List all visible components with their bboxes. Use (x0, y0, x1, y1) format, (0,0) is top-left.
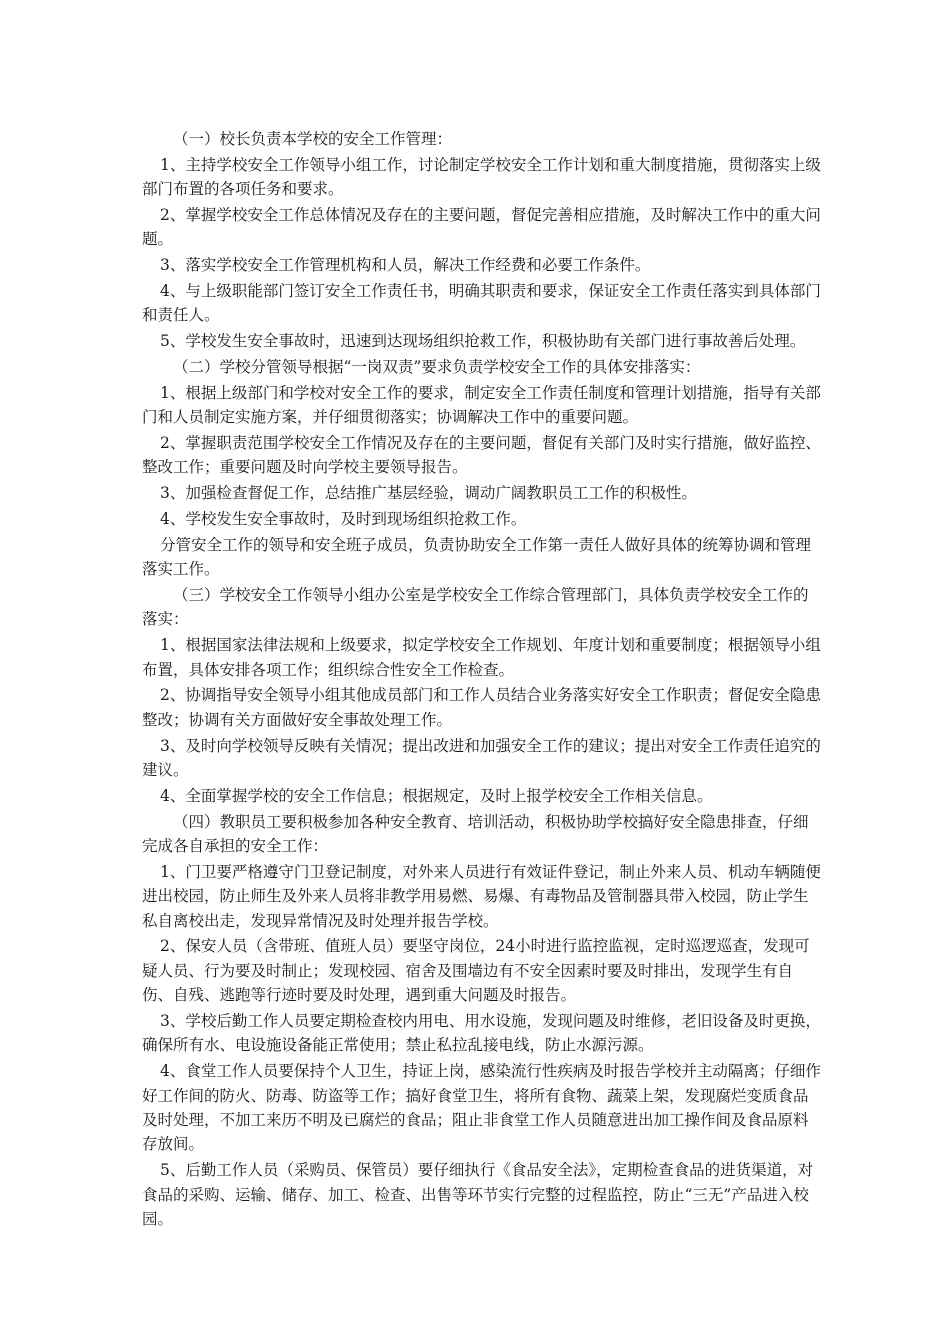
paragraph: 2、掌握职责范围学校安全工作情况及存在的主要问题，督促有关部门及时实行措施，做好监控、整改工作；重要问题及时向学校主要领导报告。 (142, 434, 821, 477)
paragraph: 分管安全工作的领导和安全班子成员，负责协助安全工作第一责任人做好具体的统筹协调和管理落实工作。 (142, 535, 812, 579)
paragraph: 3、及时向学校领导反映有关情况；提出改进和加强安全工作的建议；提出对安全工作责任追究的建议。 (142, 736, 821, 780)
paragraph: 3、加强检查督促工作，总结推广基层经验，调动广阔教职员工工作的积极性。 (160, 484, 697, 503)
document-page (142, 127, 822, 1233)
paragraph: 1、主持学校安全工作领导小组工作，讨论制定学校安全工作计划和重大制度措施，贯彻落实上级部门布置的各项任务和要求。 (142, 155, 821, 199)
paragraph: 5、学校发生安全事故时，迅速到达现场组织抢救工作，积极协助有关部门进行事故善后处理。 (160, 332, 806, 351)
paragraph: 2、保安人员（含带班、值班人员）要坚守岗位，24小时进行监控监视，定时巡逻巡查，发现可疑人员、行为要及时制止；发现校园、宿舍及围墙边有不安全因素时要及时排出，发现学生有自伤、自残、逃跑等行迹时要及时处理，遇到重大问题及时报告。 (142, 937, 810, 1005)
paragraph: 1、根据国家法律法规和上级要求，拟定学校安全工作规划、年度计划和重要制度；根据领导小组布置，具体安排各项工作；组织综合性安全工作检查。 (142, 636, 821, 679)
section-heading-1: （一）校长负责本学校的安全工作管理： (173, 130, 453, 148)
paragraph: 4、与上级职能部门签订安全工作责任书，明确其职责和要求，保证安全工作责任落实到具体部门和责任人。 (142, 282, 821, 325)
paragraph: 4、食堂工作人员要保持个人卫生，持证上岗，感染流行性疾病及时报告学校并主动隔离；仔细作好工作间的防火、防毒、防盗等工作；搞好食堂卫生，将所有食物、蔬菜上架，发现腐烂变质食品及时处理，不加工来历不明及已腐烂的食品；阻止非食堂工作人员随意进出加工操作间及食品原料存放间。 (142, 1062, 821, 1154)
paragraph: 2、协调指导安全领导小组其他成员部门和工作人员结合业务落实好安全工作职责；督促安全隐患整改；协调有关方面做好安全事故处理工作。 (142, 686, 821, 729)
paragraph: 4、全面掌握学校的安全工作信息；根据规定，及时上报学校安全工作相关信息。 (160, 786, 713, 805)
paragraph: 1、根据上级部门和学校对安全工作的要求，制定安全工作责任制度和管理计划措施，指导有关部门和人员制定实施方案，并仔细贯彻落实；协调解决工作中的重要问题。 (142, 383, 821, 427)
paragraph: 5、后勤工作人员（采购员、保管员）要仔细执行《食品安全法》，定期检查食品的进货渠道，对食品的采购、运输、储存、加工、检查、出售等环节实行完整的过程监控，防止“三无”产品进入校园。 (142, 1161, 814, 1229)
section-heading-3: （三）学校安全工作领导小组办公室是学校安全工作综合管理部门，具体负责学校安全工作的落实： (142, 586, 809, 629)
section-heading-2: （二）学校分管领导根据“一岗双责”要求负责学校安全工作的具体安排落实： (173, 358, 701, 376)
paragraph: 3、学校后勤工作人员要定期检查校内用电、用水设施，发现问题及时维修，老旧设备及时更换，确保所有水、电设施设备能正常使用；禁止私拉乱接电线，防止水源污源。 (142, 1012, 821, 1055)
paragraph: 2、掌握学校安全工作总体情况及存在的主要问题，督促完善相应措施，及时解决工作中的重大问题。 (142, 206, 821, 249)
paragraph: 1、门卫要严格遵守门卫登记制度，对外来人员进行有效证件登记，制止外来人员、机动车辆随便进出校园，防止师生及外来人员将非教学用易燃、易爆、有毒物品及管制器具带入校园，防止学生私自离校出走，发现异常情况及时处理并报告学校。 (142, 862, 821, 930)
section-heading-4: （四）教职员工要积极参加各种安全教育、培训活动，积极协助学校搞好安全隐患排查，仔细完成各自承担的安全工作： (142, 812, 809, 856)
paragraph: 3、落实学校安全工作管理机构和人员，解决工作经费和必要工作条件。 (160, 256, 651, 275)
paragraph: 4、学校发生安全事故时，及时到现场组织抢救工作。 (160, 510, 527, 528)
